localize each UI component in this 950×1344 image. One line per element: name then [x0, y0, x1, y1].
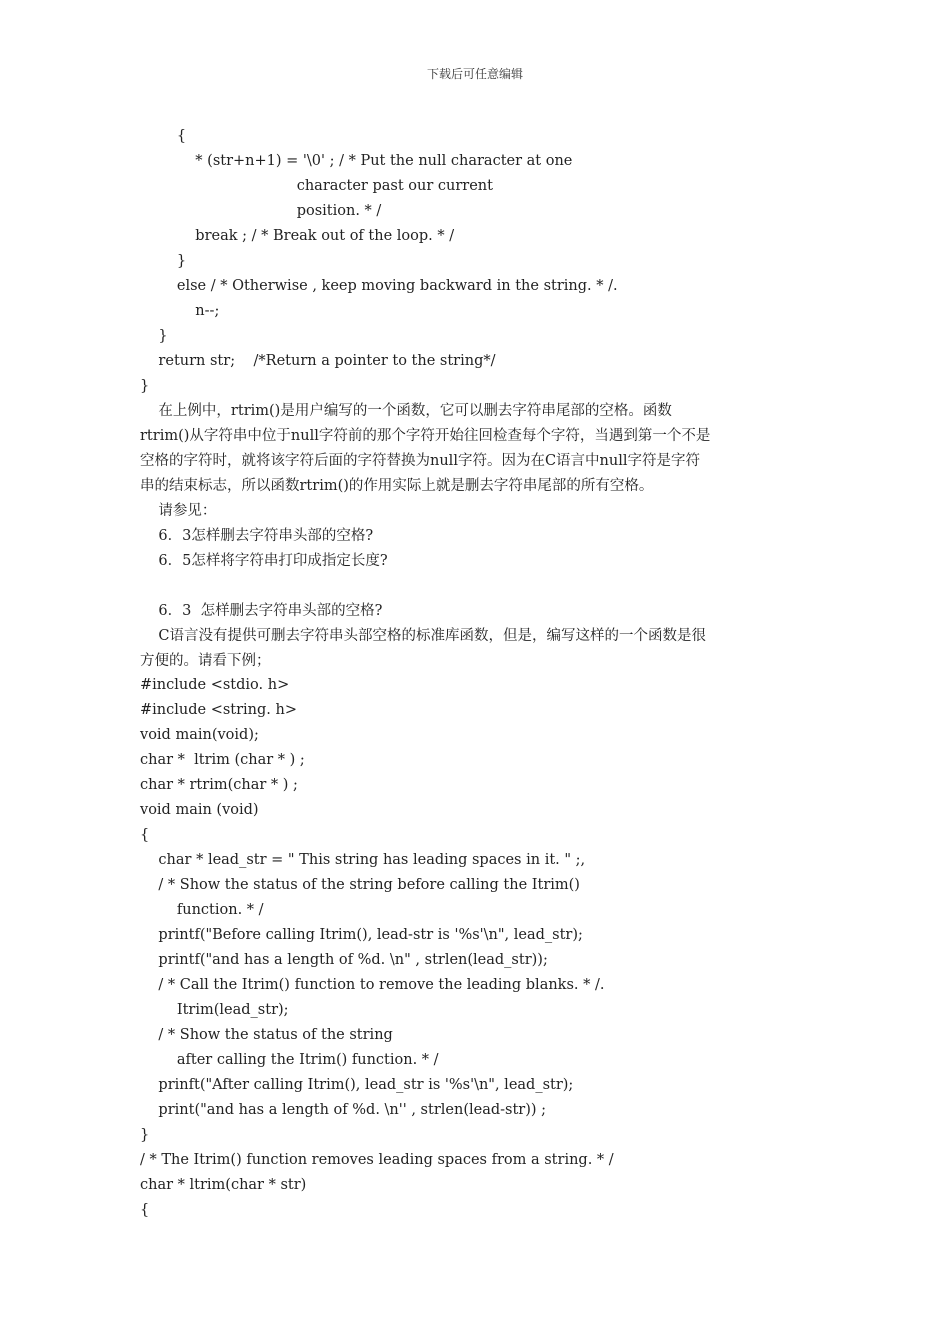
text-line: 方便的。请看下例；	[140, 653, 271, 669]
code-line: * (str+n+1) = '\0' ; / * Put the null character at one	[140, 153, 573, 169]
text-line: rtrim()从字符串中位于null字符前的那个字符开始往回检查每个字符，当遇到第一个不是	[140, 428, 711, 444]
code-line: {	[140, 827, 150, 843]
code-line: prinft("After calling Itrim(), lead_str is '%s'\n", lead_str);	[140, 1077, 574, 1093]
code-line: void main (void)	[140, 802, 259, 818]
code-line: #include <stdio. h>	[140, 677, 290, 693]
code-line: / * Show the status of the string before calling the Itrim()	[140, 877, 580, 893]
code-line: after calling the Itrim() function. * /	[140, 1052, 439, 1068]
text-line: 串的结束标志，所以函数rtrim()的作用实际上就是删去字符串尾部的所有空格。	[140, 478, 654, 494]
text-line: 空格的字符时，就将该字符后面的字符替换为null字符。因为在C语言中null字符是字符	[140, 453, 700, 469]
code-line: Itrim(lead_str);	[140, 1002, 289, 1018]
code-line: char * lead_str = " This string has leading spaces in it. " ;,	[140, 852, 586, 868]
text-line: C语言没有提供可删去字符串头部空格的标准库函数，但是，编写这样的一个函数是很	[140, 628, 707, 644]
code-line: void main(void);	[140, 727, 259, 743]
code-line: break ; / * Break out of the loop. * /	[140, 228, 455, 244]
code-line: }	[140, 328, 168, 344]
text-line: 在上例中，rtrim()是用户编写的一个函数，它可以删去字符串尾部的空格。函数	[140, 403, 672, 419]
text-line: 6．3怎样删去字符串头部的空格?	[140, 528, 374, 544]
code-line: function. * /	[140, 902, 264, 918]
code-line: char * ltrim(char * str)	[140, 1177, 307, 1193]
code-line: printf("and has a length of %d. \n" , strlen(lead_str));	[140, 952, 548, 968]
code-line: / * The Itrim() function removes leading spaces from a string. * /	[140, 1152, 614, 1168]
code-line: {	[140, 1202, 150, 1218]
code-line: n--;	[140, 303, 220, 319]
explanation-text	[140, 399, 820, 674]
code-line: }	[140, 253, 187, 269]
code-line: printf("Before calling Itrim(), lead-str is '%s'\n", lead_str);	[140, 927, 583, 943]
text-line: 6．3 怎样删去字符串头部的空格?	[140, 603, 383, 619]
code-line: print("and has a length of %d. \n'' , strlen(lead-str)) ;	[140, 1102, 547, 1118]
code-line: position. * /	[140, 203, 382, 219]
code-line: / * Show the status of the string	[140, 1027, 393, 1043]
code-line: char * rtrim(char * ) ;	[140, 777, 298, 793]
code-line: return str; /*Return a pointer to the string*/	[140, 353, 496, 369]
text-line: 6．5怎样将字符串打印成指定长度?	[140, 553, 388, 569]
code-line: / * Call the Itrim() function to remove the leading blanks. * /.	[140, 977, 605, 993]
code-block-rtrim-end	[140, 124, 820, 399]
code-line: }	[140, 378, 150, 394]
code-line: }	[140, 1127, 150, 1143]
code-line: {	[140, 128, 187, 144]
code-line: #include <string. h>	[140, 702, 298, 718]
page-header: 下载后可任意编辑	[426, 67, 523, 81]
code-line: else / * Otherwise , keep moving backward in the string. * /.	[140, 278, 618, 294]
text-line	[140, 574, 820, 599]
code-block-ltrim	[140, 673, 820, 1223]
code-line: character past our current	[140, 178, 493, 194]
code-line: char * ltrim (char * ) ;	[140, 752, 305, 768]
text-line: 请参见：	[140, 503, 217, 519]
